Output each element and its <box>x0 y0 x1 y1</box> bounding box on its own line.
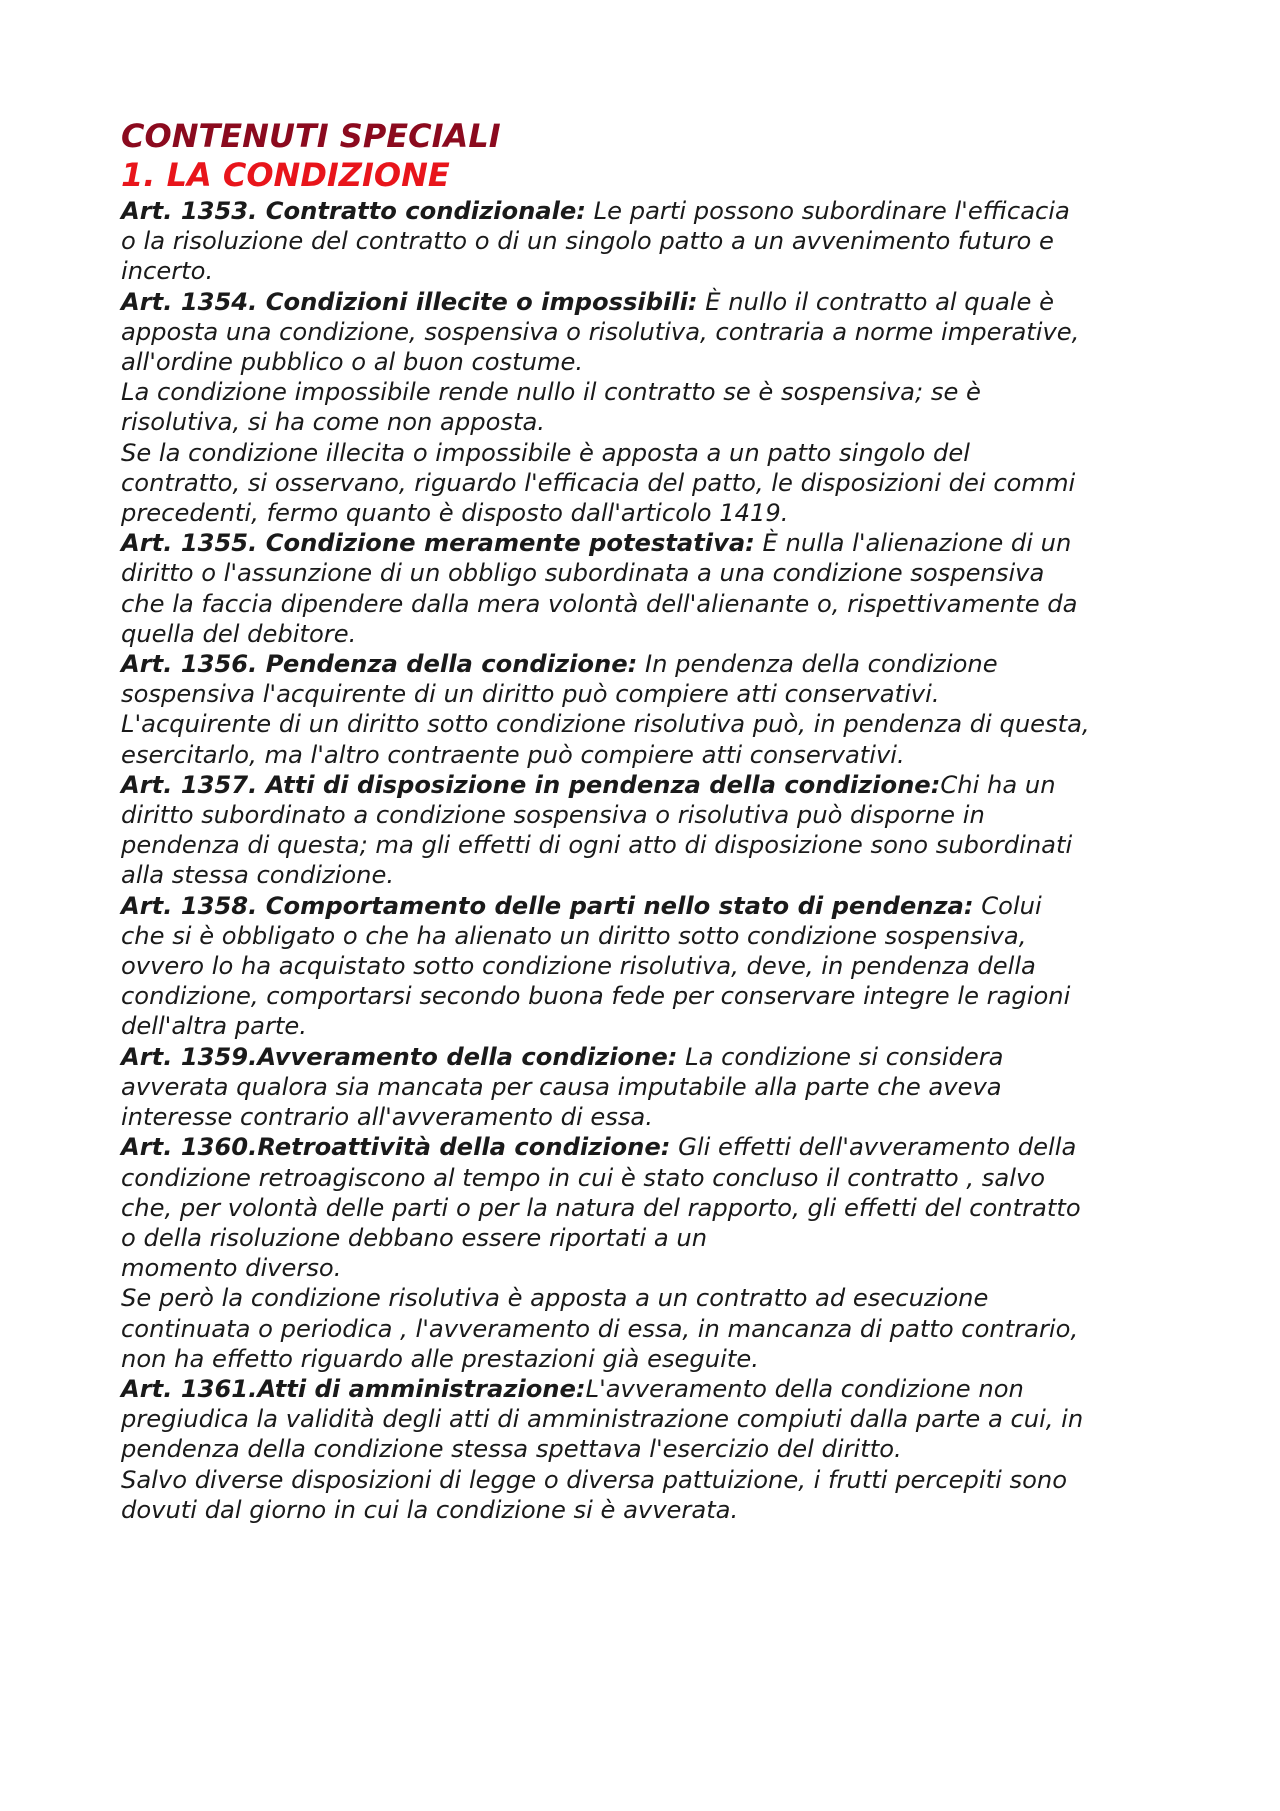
article-title: Art. 1356. Pendenza della condizione: <box>121 650 638 679</box>
section-heading: CONTENUTI SPECIALI <box>121 117 501 155</box>
article-1358 <box>121 891 1181 1042</box>
article-title: Art. 1357. Atti di disposizione in pendenza della condizione: <box>121 770 941 799</box>
article-text: Le parti possono subordinare l'efficacia o la risoluzione del contratto o di un singolo patto a un avvenimento futuro e incerto. <box>121 197 1070 286</box>
article-text: L'avveramento della condizione non pregiudica la validità degli atti di amministrazione compiuti dalla parte a cui, in pendenza della condizione stessa spettava l'esercizio del diritto. Salvo diverse disposizioni di legge o diversa pattuizione, i frutti percepiti sono dovuti dal giorno in cui la condizione si è avverata. <box>121 1374 1084 1524</box>
article-text: La condizione si considera avverata qualora sia mancata per causa imputabile alla parte che aveva interesse contrario all'avveramento di essa. <box>121 1042 1004 1132</box>
article-1361 <box>121 1374 1181 1525</box>
article-title: Art. 1358. Comportamento delle parti nello stato di pendenza: <box>121 891 974 920</box>
document-page <box>121 116 1181 1525</box>
article-1354 <box>121 287 1181 529</box>
article-text: È nulla l'alienazione di un diritto o l'assunzione di un obbligo subordinata a una condizione sospensiva che la faccia dipendere dalla mera volontà dell'alienante o, rispettivamente da quella del debitore. <box>121 529 1078 648</box>
article-1356 <box>121 649 1181 770</box>
article-title: Art. 1360.Retroattività della condizione: <box>121 1133 671 1162</box>
article-1359 <box>121 1042 1181 1133</box>
article-text: Colui che si è obbligato o che ha alienato un diritto sotto condizione sospensiva, ovvero lo ha acquistato sotto condizione risolutiva, deve, in pendenza della condizione, comportarsi secondo buona fede per conservare integre le ragioni dell'altra parte. <box>121 891 1071 1041</box>
article-text: Gli effetti dell'avveramento della condizione retroagiscono al tempo in cui è stato concluso il contratto , salvo che, per volontà delle parti o per la natura del rapporto, gli effetti del contratto o della risoluzione debbano essere riportati a un momento diverso. Se però la condizione risolutiva è apposta a un contratto ad esecuzione continuata o periodica , l'avveramento di essa, in mancanza di patto contrario, non ha effetto riguardo alle prestazioni già eseguite. <box>121 1133 1081 1373</box>
article-title: Art. 1361.Atti di amministrazione: <box>121 1374 586 1403</box>
article-1355 <box>121 528 1181 649</box>
article-text: Chi ha un diritto subordinato a condizione sospensiva o risolutiva può disporne in pendenza di questa; ma gli effetti di ogni atto di disposizione sono subordinati alla stessa condizione. <box>121 770 1073 890</box>
article-title: Art. 1355. Condizione meramente potestativa: <box>121 529 755 558</box>
article-1353 <box>121 196 1181 287</box>
article-text: È nullo il contratto al quale è apposta una condizione, sospensiva o risolutiva, contraria a norme imperative, all'ordine pubblico o al buon costume. La condizione impossibile rende nullo il contratto se è sospensiva; se è risolutiva, si ha come non apposta. Se la condizione illecita o impossibile è apposta a un patto singolo del contratto, si osservano, riguardo l'efficacia del patto, le disposizioni dei commi precedenti, fermo quanto è disposto dall'articolo 1419. <box>121 287 1080 528</box>
chapter-heading: 1. LA CONDIZIONE <box>121 156 450 194</box>
article-1360 <box>121 1132 1181 1374</box>
article-title: Art. 1359.Avveramento della condizione: <box>121 1042 678 1071</box>
article-text: In pendenza della condizione sospensiva l'acquirente di un diritto può compiere atti conservativi. L'acquirente di un diritto sotto condizione risolutiva può, in pendenza di questa, esercitarlo, ma l'altro contraente può compiere atti conservativi. <box>121 650 1090 769</box>
article-title: Art. 1354. Condizioni illecite o impossibili: <box>121 287 698 316</box>
article-1357 <box>121 770 1181 891</box>
article-title: Art. 1353. Contratto condizionale: <box>121 197 586 225</box>
